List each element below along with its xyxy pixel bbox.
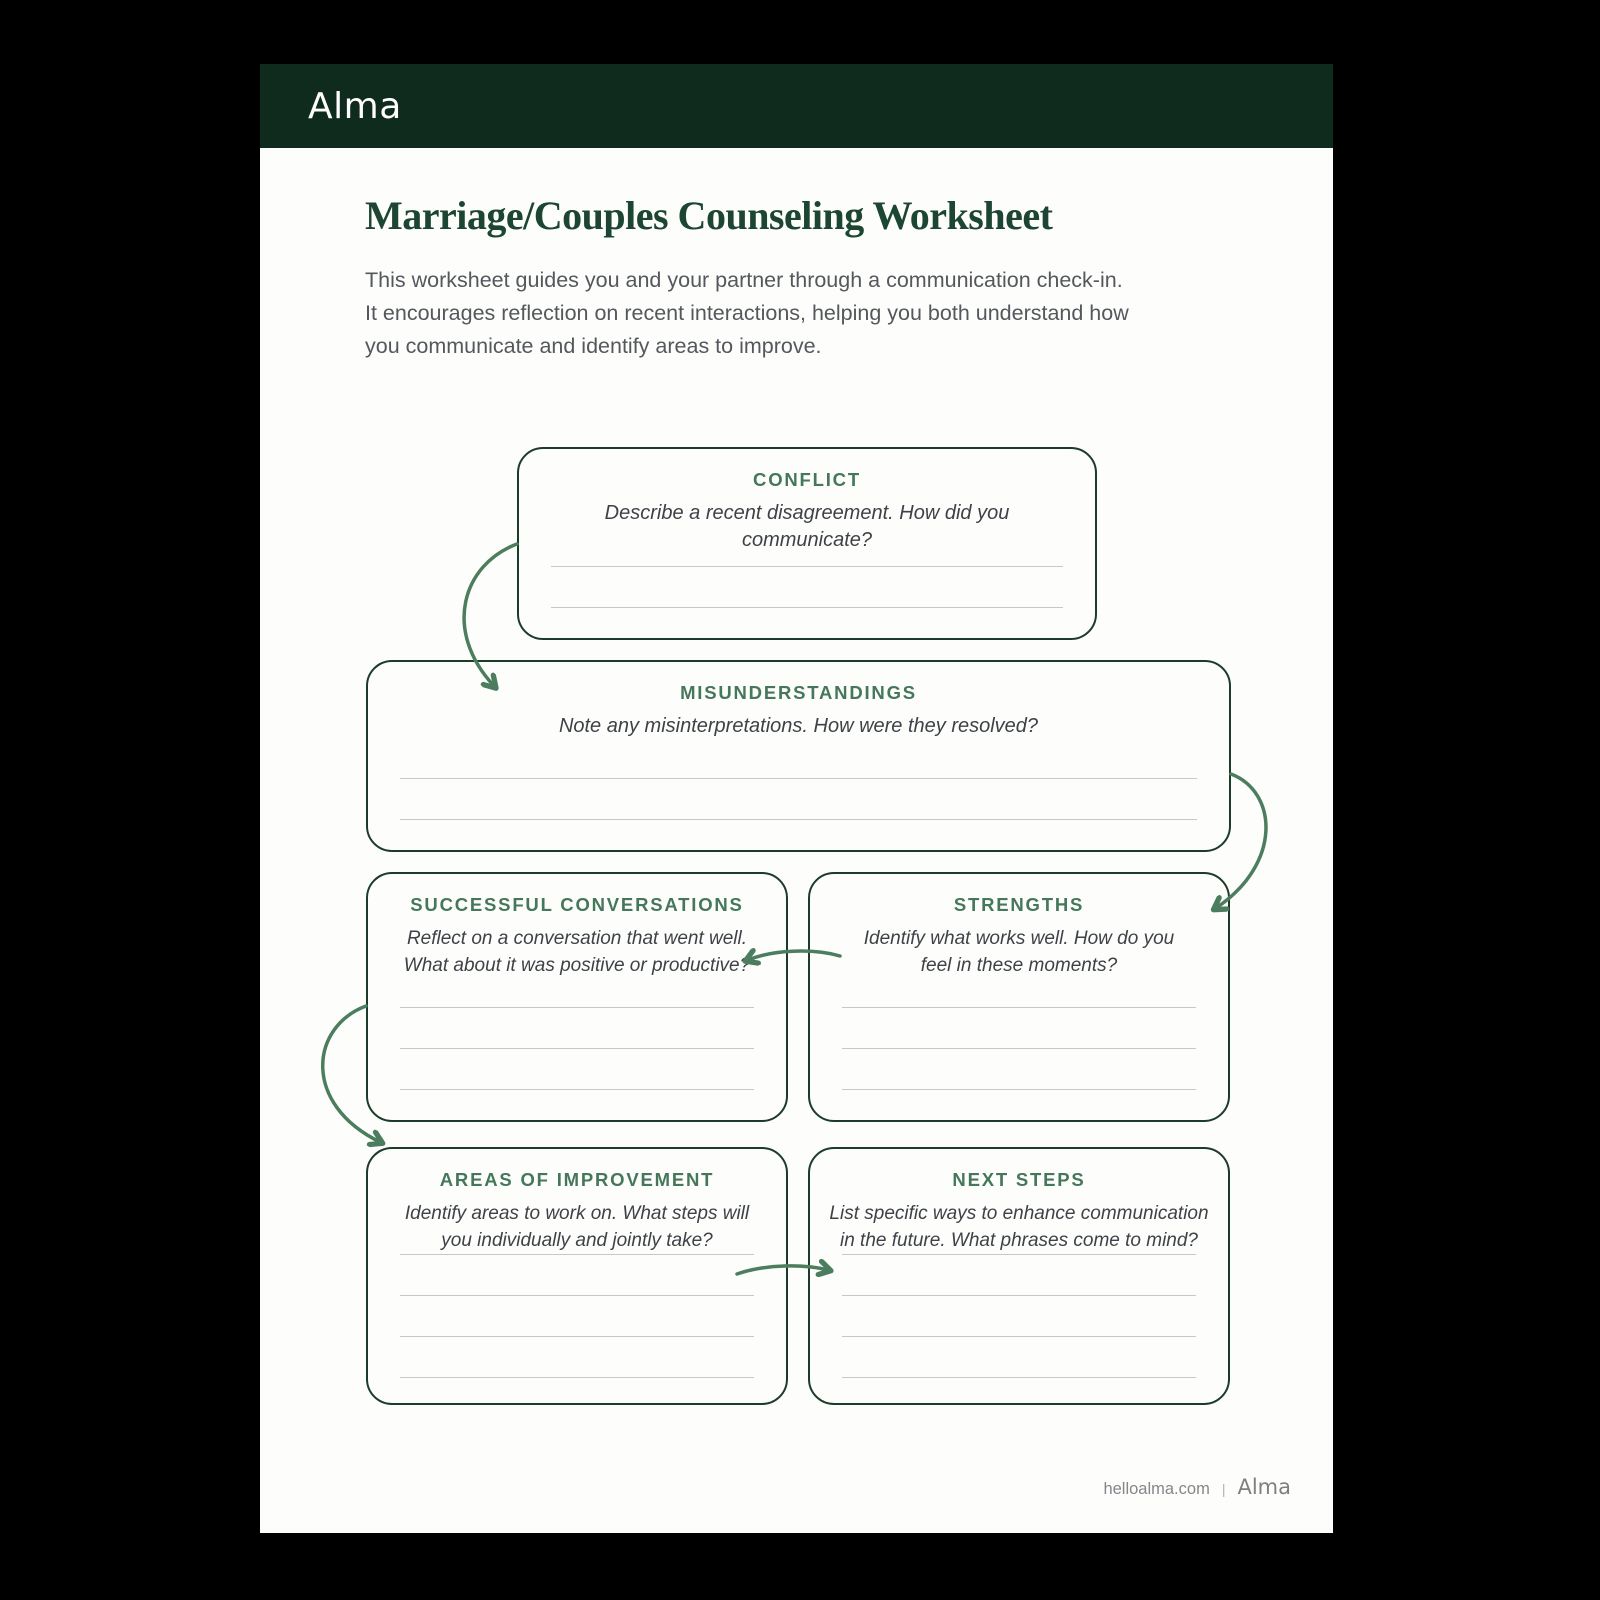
write-line	[842, 1295, 1196, 1296]
description-line: you communicate and identify areas to improve.	[365, 334, 822, 358]
write-line	[551, 607, 1063, 608]
write-line	[400, 1089, 754, 1090]
worksheet-page	[260, 64, 1333, 1533]
description-line: It encourages reflection on recent interactions, helping you both understand how	[365, 301, 1129, 325]
write-line	[400, 1007, 754, 1008]
page-description	[365, 264, 1129, 363]
write-line	[400, 1336, 754, 1337]
footer	[1103, 1475, 1291, 1499]
write-line	[551, 566, 1063, 567]
areas-of-improvement-box-title: AREAS OF IMPROVEMENT	[439, 1169, 715, 1190]
misunderstandings-write-lines	[368, 778, 1229, 820]
successful-conversations-write-lines	[368, 1007, 786, 1090]
write-line	[842, 1048, 1196, 1049]
write-line	[842, 1377, 1196, 1378]
conflict-box-title: CONFLICT	[753, 469, 861, 490]
successful-conversations-box	[366, 872, 788, 1122]
footer-url: helloalma.com	[1103, 1480, 1210, 1498]
description-line: This worksheet guides you and your partner through a communication check-in.	[365, 268, 1123, 292]
successful-conversations-box-title: SUCCESSFUL CONVERSATIONS	[410, 894, 744, 915]
write-line	[400, 778, 1197, 779]
write-line	[400, 1377, 754, 1378]
write-line	[842, 1254, 1196, 1255]
areas-of-improvement-write-lines	[368, 1254, 786, 1378]
next-steps-write-lines	[810, 1254, 1228, 1378]
page-title: Marriage/Couples Counseling Worksheet	[365, 193, 1053, 238]
header-bar	[260, 64, 1333, 148]
next-steps-box	[808, 1147, 1230, 1405]
strengths-write-lines	[810, 1007, 1228, 1090]
conflict-box	[517, 447, 1097, 640]
strengths-box	[808, 872, 1230, 1122]
misunderstandings-box-title: MISUNDERSTANDINGS	[680, 682, 917, 703]
write-line	[842, 1007, 1196, 1008]
footer-separator: |	[1221, 1481, 1226, 1497]
misunderstandings-box	[366, 660, 1231, 852]
conflict-box-prompt: Describe a recent disagreement. How did you communicate?	[604, 502, 1010, 551]
misunderstandings-box-prompt: Note any misinterpretations. How were they resolved?	[558, 715, 1039, 737]
conflict-write-lines	[519, 566, 1095, 608]
areas-of-improvement-box-prompt: Identify areas to work on. What steps will you individually and jointly take?	[404, 1203, 750, 1251]
alma-logo: Alma	[308, 85, 402, 127]
successful-conversations-box-prompt: Reflect on a conversation that went well. What about it was positive or productive?	[403, 928, 751, 976]
write-line	[842, 1089, 1196, 1090]
write-line	[400, 1048, 754, 1049]
write-line	[400, 1295, 754, 1296]
next-steps-box-title: NEXT STEPS	[952, 1169, 1086, 1190]
areas-of-improvement-box	[366, 1147, 788, 1405]
next-steps-box-prompt: List specific ways to enhance communication in the future. What phrases come to mind?	[829, 1203, 1209, 1251]
footer-alma-logo: Alma	[1237, 1475, 1291, 1499]
strengths-box-title: STRENGTHS	[953, 894, 1085, 915]
write-line	[400, 1254, 754, 1255]
write-line	[400, 819, 1197, 820]
write-line	[842, 1336, 1196, 1337]
strengths-box-prompt: Identify what works well. How do you feel in these moments?	[863, 928, 1175, 976]
